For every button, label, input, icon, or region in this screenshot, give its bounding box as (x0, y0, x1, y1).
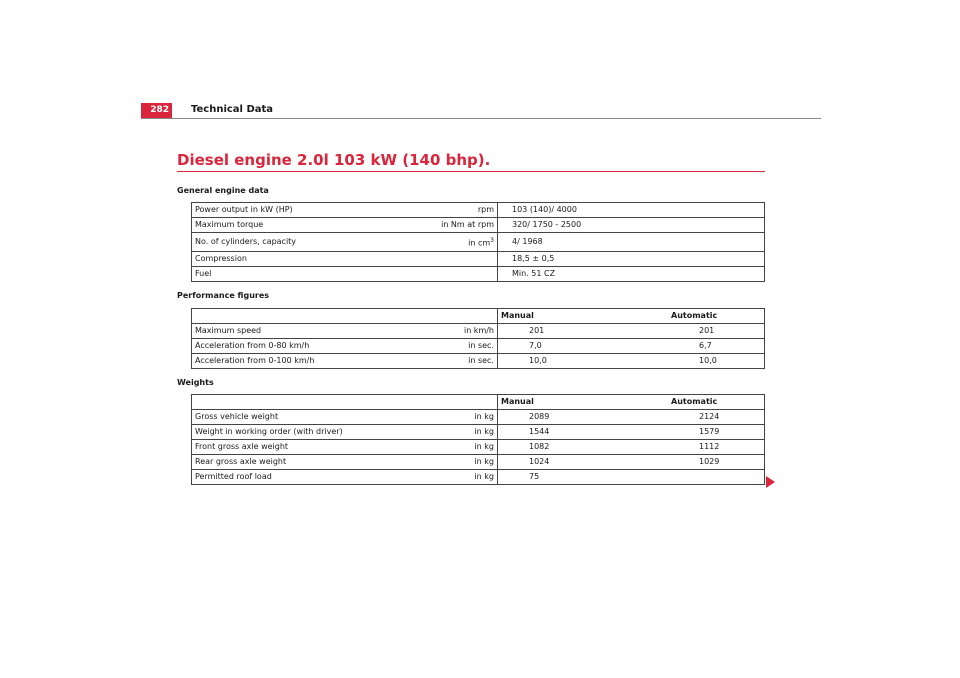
row-unit: in sec. (418, 354, 498, 369)
row-manual: 1544 (498, 425, 669, 440)
row-unit: in Nm at rpm (418, 218, 498, 233)
row-manual: 7,0 (498, 339, 669, 354)
row-unit (418, 233, 498, 252)
unit-superscript: 3 (490, 236, 494, 244)
row-label: Fuel (192, 267, 419, 282)
table-header-row (192, 395, 765, 410)
row-unit: in kg (418, 440, 498, 455)
table-row (192, 339, 765, 354)
row-label: Acceleration from 0-80 km/h (192, 339, 419, 354)
row-value: 320/ 1750 - 2500 (498, 218, 765, 233)
general-engine-table (191, 202, 765, 282)
column-header-manual: Manual (498, 309, 669, 324)
row-automatic: 2124 (668, 410, 765, 425)
row-manual: 201 (498, 324, 669, 339)
row-automatic: 201 (668, 324, 765, 339)
header-empty (418, 309, 498, 324)
row-label: Maximum torque (192, 218, 419, 233)
row-label: Rear gross axle weight (192, 455, 419, 470)
header-empty (192, 395, 419, 410)
row-value: Min. 51 CZ (498, 267, 765, 282)
unit-text: in cm (468, 238, 491, 248)
row-label: No. of cylinders, capacity (192, 233, 419, 252)
table-header-row (192, 309, 765, 324)
column-header-automatic: Automatic (668, 309, 765, 324)
row-label: Acceleration from 0-100 km/h (192, 354, 419, 369)
row-unit: in kg (418, 410, 498, 425)
table-row (192, 455, 765, 470)
section-title-weights: Weights (177, 378, 214, 387)
column-header-automatic: Automatic (668, 395, 765, 410)
row-automatic: 1029 (668, 455, 765, 470)
row-unit: in km/h (418, 324, 498, 339)
title-rule (177, 171, 765, 172)
row-label: Weight in working order (with driver) (192, 425, 419, 440)
header-rule (141, 118, 821, 119)
row-manual: 1082 (498, 440, 669, 455)
table-row (192, 218, 765, 233)
row-value: 4/ 1968 (498, 233, 765, 252)
row-label: Gross vehicle weight (192, 410, 419, 425)
row-automatic (668, 470, 765, 485)
row-automatic: 10,0 (668, 354, 765, 369)
row-label: Compression (192, 252, 419, 267)
row-manual: 10,0 (498, 354, 669, 369)
row-manual: 2089 (498, 410, 669, 425)
table-row (192, 267, 765, 282)
table-row (192, 203, 765, 218)
row-unit: in kg (418, 470, 498, 485)
header-empty (192, 309, 419, 324)
table-row (192, 410, 765, 425)
row-label: Power output in kW (HP) (192, 203, 419, 218)
table-row (192, 425, 765, 440)
row-label: Maximum speed (192, 324, 419, 339)
section-title-performance: Performance figures (177, 291, 270, 300)
header-title: Technical Data (191, 104, 274, 115)
table-row (192, 233, 765, 252)
row-value: 103 (140)/ 4000 (498, 203, 765, 218)
row-unit: in kg (418, 425, 498, 440)
table-row (192, 324, 765, 339)
row-automatic: 6,7 (668, 339, 765, 354)
row-value: 18,5 ± 0,5 (498, 252, 765, 267)
row-unit: in sec. (418, 339, 498, 354)
column-header-manual: Manual (498, 395, 669, 410)
table-row (192, 354, 765, 369)
row-label: Permitted roof load (192, 470, 419, 485)
performance-table (191, 308, 765, 369)
weights-table (191, 394, 765, 485)
page-number: 282 (141, 103, 172, 118)
triangle-right-icon[interactable] (766, 476, 775, 488)
row-unit (418, 267, 498, 282)
table-row (192, 252, 765, 267)
section-title-general: General engine data (177, 186, 269, 195)
page-header (141, 103, 821, 119)
table-row (192, 470, 765, 485)
row-unit (418, 252, 498, 267)
header-empty (418, 395, 498, 410)
row-manual: 1024 (498, 455, 669, 470)
table-row (192, 440, 765, 455)
row-unit: in kg (418, 455, 498, 470)
row-automatic: 1579 (668, 425, 765, 440)
row-automatic: 1112 (668, 440, 765, 455)
page-title: Diesel engine 2.0l 103 kW (140 bhp). (177, 151, 491, 169)
row-unit: rpm (418, 203, 498, 218)
row-label: Front gross axle weight (192, 440, 419, 455)
row-manual: 75 (498, 470, 669, 485)
